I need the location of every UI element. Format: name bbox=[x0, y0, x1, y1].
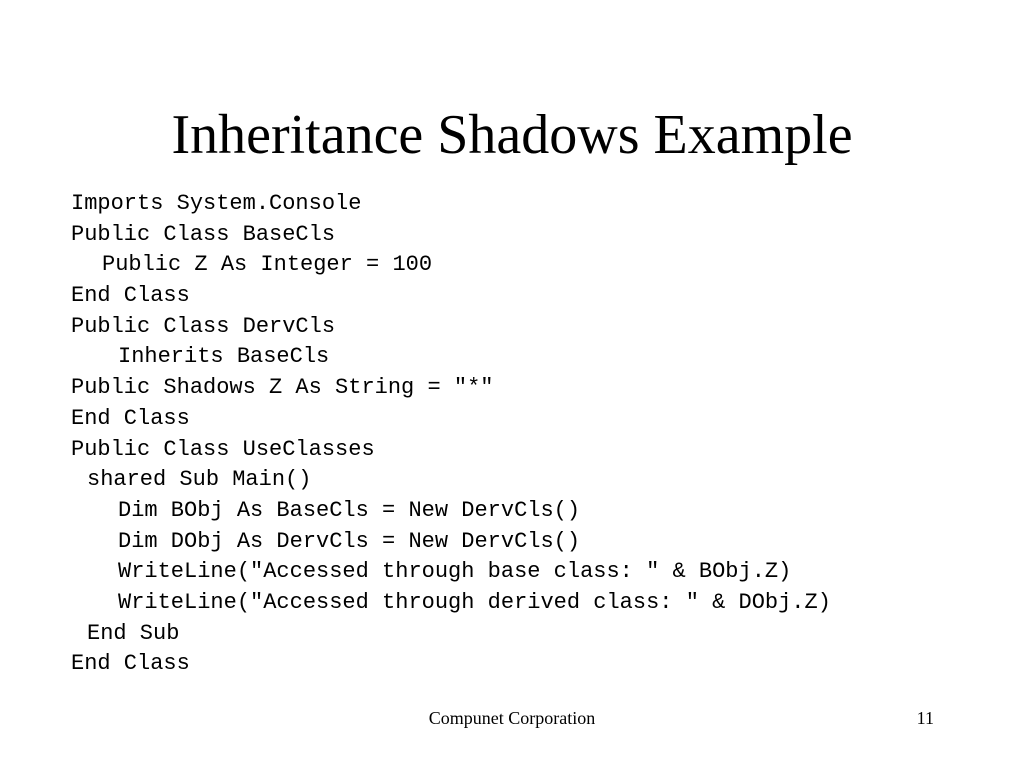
code-line: Public Class BaseCls bbox=[71, 221, 336, 247]
code-line: Imports System.Console bbox=[71, 191, 362, 216]
code-line: Dim DObj As DervCls = New DervCls() bbox=[118, 528, 581, 554]
code-line: Public Class UseClasses bbox=[71, 436, 375, 462]
code-line: Public Z As Integer = 100 bbox=[102, 252, 433, 278]
code-line: Inherits BaseCls bbox=[118, 344, 330, 370]
code-line: End Sub bbox=[87, 620, 180, 646]
slide-title: Inheritance Shadows Example bbox=[171, 104, 853, 166]
footer-company: Compunet Corporation bbox=[428, 708, 596, 728]
code-block bbox=[71, 189, 1001, 680]
page-number: 11 bbox=[916, 708, 934, 728]
code-line: WriteLine("Accessed through derived class: " & DObj.Z) bbox=[118, 589, 831, 615]
code-line: End Class bbox=[71, 283, 190, 309]
code-line: shared Sub Main() bbox=[87, 467, 312, 493]
code-line: WriteLine("Accessed through base class: " & BObj.Z) bbox=[118, 559, 792, 585]
code-line: Public Shadows Z As String = "*" bbox=[71, 375, 494, 401]
code-line: Dim BObj As BaseCls = New DervCls() bbox=[118, 497, 581, 523]
code-line: End Class bbox=[71, 651, 190, 677]
code-line: End Class bbox=[71, 405, 190, 431]
code-line: Public Class DervCls bbox=[71, 313, 336, 339]
